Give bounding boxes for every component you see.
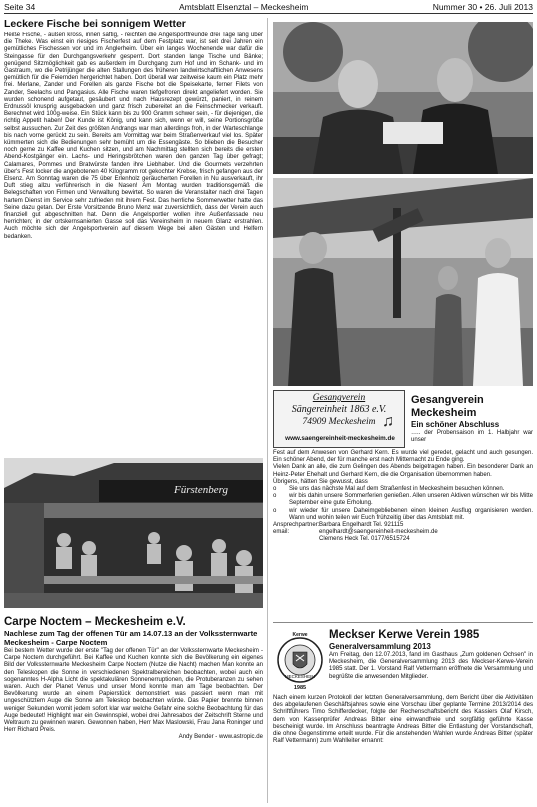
- contact-row: Clemens Heck Tel. 0177/6515724: [319, 536, 410, 543]
- list-item: o Sie uns das nächste Mal auf dem Straßenfest in Meckesheim besuchen können.: [273, 486, 505, 493]
- article2-signature: Andy Bender - www.astropic.de: [178, 734, 263, 741]
- kerwe-logo: [275, 630, 325, 694]
- award-photo: [273, 22, 533, 174]
- gesangverein-text3: Übrigens, hätten Sie gewusst, dass: [273, 478, 368, 485]
- contact-row: Ansprechpartner: Barbara Engelhardt Tel. 921115: [273, 522, 404, 529]
- logo-line2: Sängereinheit 1863 e.V.: [291, 404, 387, 415]
- page-number: Seite 34: [4, 2, 36, 12]
- kerwe-logo-year: 1985: [293, 685, 307, 691]
- kerwe-subtitle: Generalversammlung 2013: [329, 642, 431, 651]
- list-item: o wir bis dahin unsere Sommerferien genießen. Allen unseren Aktiven wünschen wir bis Mitte September eine gute Erholung.: [273, 493, 533, 507]
- email-link[interactable]: engelhardt@saengereinheit-meckesheim.de: [319, 529, 438, 536]
- observatory-photo: [273, 178, 533, 386]
- issue-info: Nummer 30 • 26. Juli 2013: [432, 2, 533, 12]
- kerwe-text: Nach einem kurzen Protokoll der letzten Generalversammlung, dem Bericht über die Aktivitäten des abgelaufenen Geschäftsjahres sowie eine Vorschau über geplante Termine 2013/2014 des Schriftführers Timo Schifferdecker, folgte der Rechenschaftsbericht des Kassiers Olaf Kirsch, dem von Kassenprüfer Andreas Bitter eine einwandfreie und sorgfältig geführte Kasse bescheinigt wurde. Im Anschluss beantragte Andreas Bitter die Entlastung der Vorstandschaft, die ohne Gegenstimme erteilt wurde. Für die anstehenden Wahlen wurde Andreas Bitter (später Ralf Vettermann) zum Wahlleiter ernannt:: [273, 695, 533, 745]
- gesangverein-heading: [411, 394, 533, 444]
- logo-url: www.saengereinheit-meckesheim.de: [285, 435, 395, 442]
- kerwe-title: Meckser Kerwe Verein 1985: [329, 629, 480, 641]
- kerwe-body: [273, 695, 533, 745]
- gesangverein-title: Gesangverein Meckesheim: [411, 394, 484, 419]
- article1-body: [4, 32, 263, 417]
- photo-sign-text: Fürstenberg: [174, 484, 228, 496]
- article2-title: Carpe Noctem – Meckesheim e.V.: [4, 616, 186, 628]
- music-note-icon: ♫: [382, 413, 394, 430]
- column-divider: [267, 18, 268, 803]
- header-rule: [4, 13, 533, 14]
- gesangverein-logo: [273, 390, 405, 448]
- festival-photo-image: [4, 458, 263, 608]
- gesangverein-text2: Vielen Dank an alle, die zum Gelingen des Abends beigetragen haben. Ein besonderer Dank an Heinz-Peter Ehehalt und Gerhard Kern, die die Organisation übernommen haben.: [273, 464, 533, 478]
- gesangverein-body: [273, 450, 533, 544]
- kerwe-logo-ring: MECKESHEIM: [284, 674, 316, 679]
- article1-text: Heiße Fische, - außen kross, innen saftig, - reichten die Angelsportfreunde drei Tage lang über die Theke. Was einst ein riesiges Fischerfest auf dem Festplatz war, ist seit drei Jahren ein gemütliches Fischessen vor und im Anglerheim. Über ein langes Wochenende war dafür die Steingasse für den Durchgangsverkehr gesperrt. Dort standen lange Tische und Bänke; genügend Sitzmöglichkeit gab es außerdem im Durchgang zum Hof und im Schank- und im Gastraum, wo die Petrijünger die alten Stallungen des früheren landwirtschaftlichen Anwesens gemütlich für die Feiernden hergerichtet haben. Dort überall war zeitweise kaum ein Platz mehr frei. Merlane, Zander und Forellen als ganze Fische bot die Speisekarte, ferner Filets von Zander, Seelachs und Pangasius. Alle Fische waren tiefgefroren direkt angeliefert worden. Sie wurden schonend aufgetaut, gesäubert und nach Hausrezept gewürzt, paniert, in reinem Erdnussöl knusprig ausgebacken und ganz frisch zubereitet an die Feinschmecker verkauft. Berechnet wird 100g-weise. Ein Stück kann bis zu 900 Gramm schwer sein, - für diejenigen, die richtig Appetit haben! Der Kunde ist König, und kann sich, wenn er will, seine Portionsgröße selbst aussuchen. Zur Zeit des größten Andrangs war man allerdings froh, in der Warteschlange bis nach vorne gerückt zu sein. Bereits am Vormittag war beim Straßenverkauf viel los. Später kümmerten sich die Bedienungen sehr bemüht um die Essengäste. So blieben die Besucher noch gerne zu Kaffee und Kuchen sitzen, und am Nachmittag stellten sich bereits die ersten Abend-Kostgänger ein. Lachs- und Heringsbrötchen waren den ganzen Tag über gefragt; Calamares, Pommes und Bratwürste fanden ihre Liebhaber. Und die Gourmets verzehrten über's Fest locker die angebotenen 40 Kilogramm rot gekochter Krebse, frisch gefangen aus der Elsenz. Am Sonntag waren die 75 über Erlenholz geräucherten Forellen in Nu ausverkauft, ihr Duft stieg allzu verführerisch in die Nasen! Am Montag wurden traditionsgemäß die Belegschaften von Firmen und Verwaltung bewirtet. So waren die Veranstalter nach drei Tagen hartem Dienst im Service sehr zufrieden mit ihrem Fest. Das herrliche Sommerwetter hatte das Seine dazu getan. Der Erste Vorsitzende Bruno Menz war zuversichtlich, dass der Verein auch finanziell gut abgeschnitten hat. Denn die Angelsportler wollen ihre Außenfassade neu herrichten; in der ortskernsanierten Gasse soll das Vereinsheim in neuem Glanz erstrahlen. Auch möchte sich der Angelsportverein auf diesem Wege bei allen Gästen und Helfern bedanken.: [4, 32, 263, 240]
- list-item: o wir wieder für unsere Daheimgebliebenen einen kleinen Ausflug organisieren werden. Wann und wohin teilen wir Euch frühzeitig über das Amtsblatt mit.: [273, 507, 533, 521]
- left-column: [4, 18, 263, 803]
- logo-line3: 74909 Meckesheim: [302, 417, 376, 427]
- kerwe-heading: [329, 629, 533, 681]
- gesangverein-intro: ….. der Probensaison im 1. Halbjahr war unser: [411, 430, 533, 444]
- festival-photo: [4, 458, 263, 608]
- article1-title: Leckere Fische bei sonnigem Wetter: [4, 18, 186, 30]
- observatory-photo-image: [273, 178, 533, 386]
- article2: [4, 616, 263, 742]
- logo-line1: Gesangverein: [312, 393, 366, 403]
- publication-title: Amtsblatt Elsenztal – Meckesheim: [179, 2, 309, 12]
- award-photo-image: [273, 22, 533, 174]
- right-column: [273, 18, 533, 803]
- kerwe-logo-top: Kerwe: [292, 632, 308, 638]
- article2-body: [4, 648, 263, 742]
- article2-subtitle: Nachlese zum Tag der offenen Tür am 14.07.13 an der Volkssternwarte Meckesheim - Carpe Noctem: [4, 629, 258, 647]
- section-divider: [273, 622, 533, 623]
- gesangverein-text1: Fest auf dem Anwesen von Gerhard Kern. Es wurde viel geredet, gelacht und auch gesungen. Ein schöner Abend, der für manche erst nach Mitternacht zu Ende ging.: [273, 450, 533, 464]
- gesangverein-subtitle: Ein schöner Abschluss: [411, 420, 500, 429]
- article2-text: Bei bestem Wetter wurde der erste "Tag der offenen Tür" an der Volkssternwarte Meckesheim - Carpe Noctem durchgeführt. Bei Kaffee und Kuchen konnte sich die Bevölkerung ein eigenes Bild der Volkssternwarte Meckesheim Carpe Noctem (Nutze die Nacht) machen Man konnte an den Teleskopen die Sonne in verschiedenen Spektralbereichen beobachten, wobei auch ein sogenanntes H-Alpha Licht die spektakulären Sonnenerruptionen, die Protuberanzen zu sehen waren. Auch der Planet Venus und unser Mond konnte man am Tage beobachten. Der Bevölkerung wurde an einem Papierstück demonstriert was passiert wenn man mit ungeschütztem Auge die Sonne am Teleskop beobachten würde. Das Papier brennte binnen weniger Sekunden womit jedem sofort klar war welche Gefahr eine solche Beobachtung für das Auge bedeutet! Highlight war ein Gewinnspiel, wobei drei Jahresabos der Zeitschrift Sterne und Weltraum zu gewinnen waren. Gewonnen haben, Herr Max Maslowski, Frau Jana Roninger und Herr Richard Preis.: [4, 648, 263, 734]
- kerwe-intro: Am Freitag, den 12.07.2013, fand im Gasthaus „Zum goldenen Ochsen" in Meckesheim, die Generalversammlung 2013 des Meckser-Kerwe-Verein 1985 statt. Der 1. Vorstand Ralf Vettermann eröffnete die Versammlung und begrüßte die anwesenden Mitglieder.: [329, 652, 533, 680]
- email-row: email: engelhardt@saengereinheit-meckesheim.de: [273, 529, 438, 536]
